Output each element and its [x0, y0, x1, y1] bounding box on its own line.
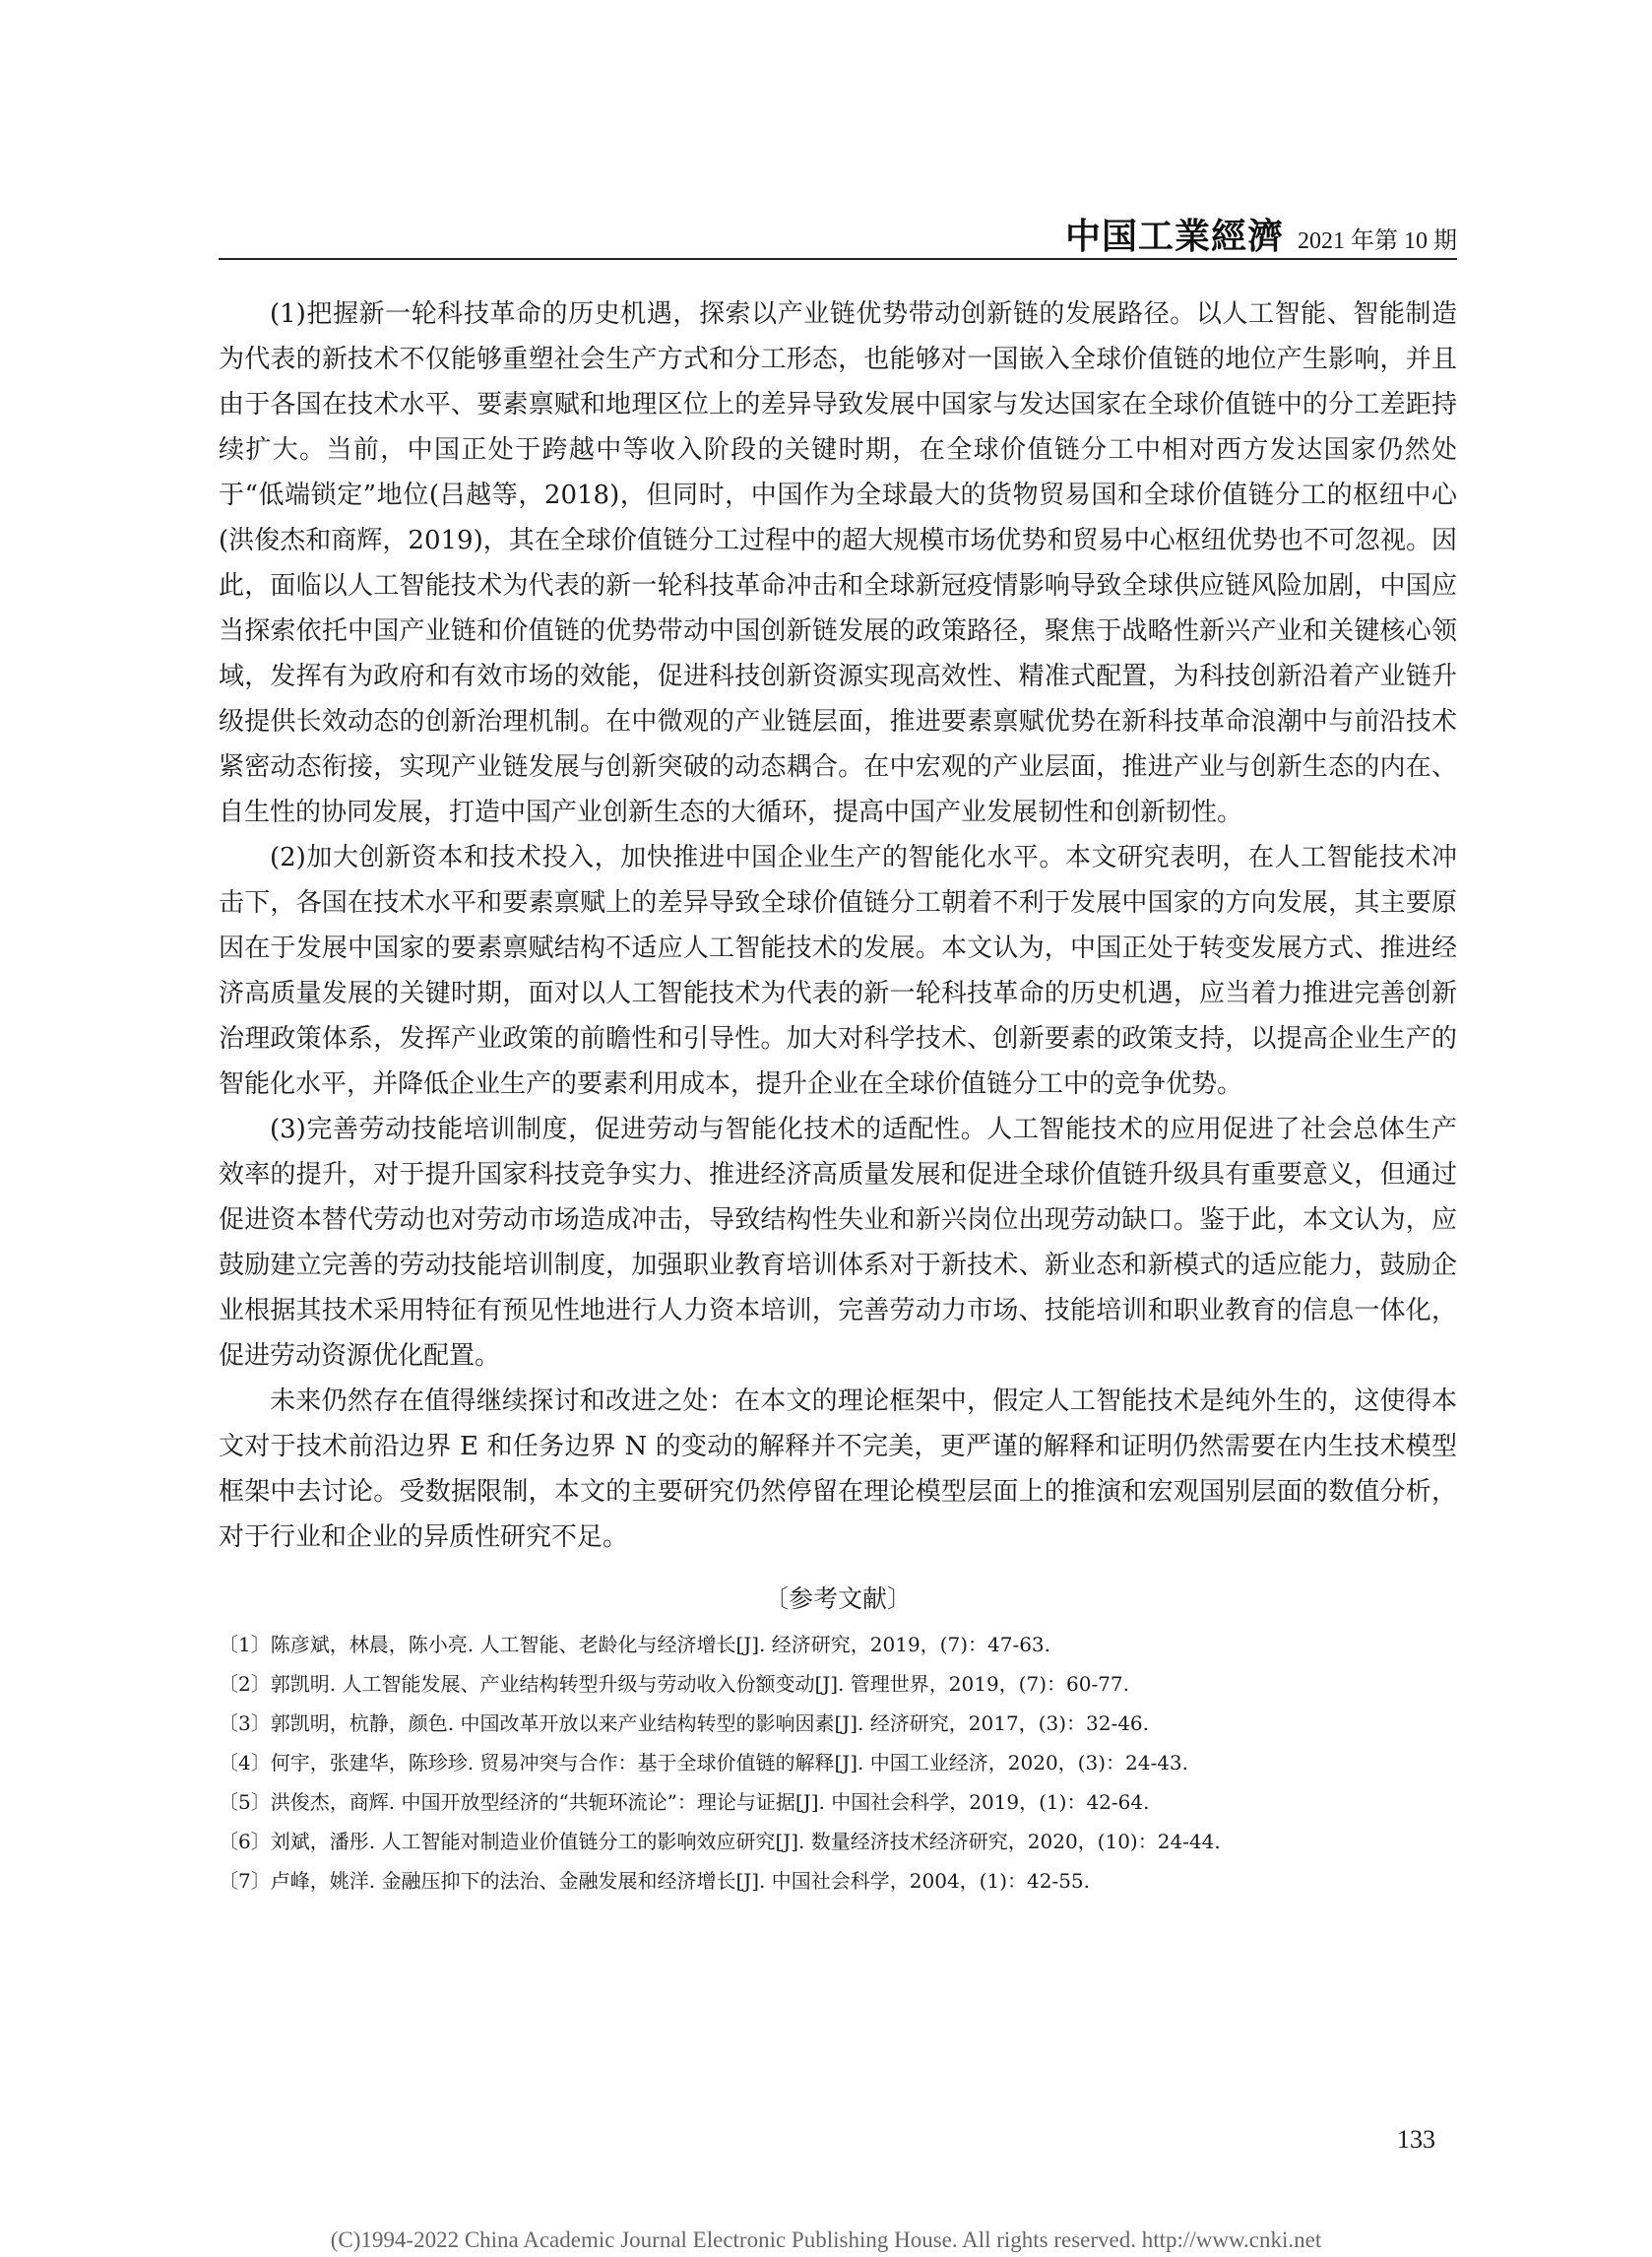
copyright-footer: (C)1994-2022 China Academic Journal Electronic Publishing House. All rights reserved. http://www.cnki.net — [330, 2227, 1322, 2252]
reference-item: 〔6〕刘斌，潘彤. 人工智能对制造业价值链分工的影响效应研究[J]. 数量经济技术经济研究，2020，(10)：24-44. — [219, 1830, 1221, 1853]
page-number: 133 — [1397, 2125, 1435, 2154]
reference-item: 〔7〕卢峰，姚洋. 金融压抑下的法治、金融发展和经济增长[J]. 中国社会科学，2004，(1)：42-55. — [219, 1869, 1091, 1893]
reference-item: 〔5〕洪俊杰，商辉. 中国开放型经济的“共轭环流论”：理论与证据[J]. 中国社会科学，2019，(1)：42-64. — [219, 1790, 1150, 1814]
header-rule — [219, 258, 1457, 260]
reference-item: 〔2〕郭凯明. 人工智能发展、产业结构转型升级与劳动收入份额变动[J]. 管理世界，2019，(7)：60-77. — [219, 1672, 1130, 1696]
reference-item: 〔4〕何宇，张建华，陈珍珍. 贸易冲突与合作：基于全球价值链的解释[J]. 中国工业经济，2020，(3)：24-43. — [219, 1751, 1189, 1774]
reference-item: 〔1〕陈彦斌，林晨，陈小亮. 人工智能、老龄化与经济增长[J]. 经济研究，2019，(7)：47-63. — [219, 1633, 1051, 1656]
running-header — [219, 219, 1457, 256]
paragraph-3: (3)完善劳动技能培训制度，促进劳动与智能化技术的适配性。人工智能技术的应用促进了社会总体生产效率的提升，对于提升国家科技竞争实力、推进经济高质量发展和促进全球价值链升级具有重要意义，但通过促进资本替代劳动也对劳动市场造成冲击，导致结构性失业和新兴岗位出现劳动缺口。鉴于此，本文认为，应鼓励建立完善的劳动技能培训制度，加强职业教育培训体系对于新技术、新业态和新模式的适应能力，鼓励企业根据其技术采用特征有预见性地进行人力资本培训，完善劳动力市场、技能培训和职业教育的信息一体化，促进劳动资源优化配置。 — [219, 1115, 1457, 1371]
issue-label: 2021 年第 10 期 — [1298, 228, 1457, 254]
paragraph-2: (2)加大创新资本和技术投入，加快推进中国企业生产的智能化水平。本文研究表明，在人工智能技术冲击下，各国在技术水平和要素禀赋上的差异导致全球价值链分工朝着不利于发展中国家的方向发展，其主要原因在于发展中国家的要素禀赋结构不适应人工智能技术的发展。本文认为，中国正处于转变发展方式、推进经济高质量发展的关键时期，面对以人工智能技术为代表的新一轮科技革命的历史机遇，应当着力推进完善创新治理政策体系，发挥产业政策的前瞻性和引导性。加大对科学技术、创新要素的政策支持，以提高企业生产的智能化水平，并降低企业生产的要素利用成本，提升企业在全球价值链分工中的竞争优势。 — [219, 843, 1457, 1099]
reference-item: 〔3〕郭凯明，杭静，颜色. 中国改革开放以来产业结构转型的影响因素[J]. 经济研究，2017，(3)：32-46. — [219, 1711, 1150, 1735]
paragraph-4: 未来仍然存在值得继续探讨和改进之处：在本文的理论框架中，假定人工智能技术是纯外生的，这使得本文对于技术前沿边界 E 和任务边界 N 的变动的解释并不完美，更严谨的解释和证明仍然需要在内生技术模型框架中去讨论。受数据限制，本文的主要研究仍然停留在理论模型层面上的推演和宏观国别层面的数值分析，对于行业和企业的异质性研究不足。 — [219, 1386, 1457, 1552]
article-body — [219, 291, 1457, 1901]
references-list — [219, 1625, 1457, 1901]
references-heading: 〔参考文献〕 — [763, 1584, 912, 1613]
paragraph-1: (1)把握新一轮科技革命的历史机遇，探索以产业链优势带动创新链的发展路径。以人工智能、智能制造为代表的新技术不仅能够重塑社会生产方式和分工形态，也能够对一国嵌入全球价值链的地位产生影响，并且由于各国在技术水平、要素禀赋和地理区位上的差异导致发展中国家与发达国家在全球价值链中的分工差距持续扩大。当前，中国正处于跨越中等收入阶段的关键时期，在全球价值链分工中相对西方发达国家仍然处于“低端锁定”地位(吕越等，2018)，但同时，中国作为全球最大的货物贸易国和全球价值链分工的枢纽中心(洪俊杰和商辉，2019)，其在全球价值链分工过程中的超大规模市场优势和贸易中心枢纽优势也不可忽视。因此，面临以人工智能技术为代表的新一轮科技革命冲击和全球新冠疫情影响导致全球供应链风险加剧，中国应当探索依托中国产业链和价值链的优势带动中国创新链发展的政策路径，聚焦于战略性新兴产业和关键核心领域，发挥有为政府和有效市场的效能，促进科技创新资源实现高效性、精准式配置，为科技创新沿着产业链升级提供长效动态的创新治理机制。在中微观的产业链层面，推进要素禀赋优势在新科技革命浪潮中与前沿技术紧密动态衔接，实现产业链发展与创新突破的动态耦合。在中宏观的产业层面，推进产业与创新生态的内在、自生性的协同发展，打造中国产业创新生态的大循环，提高中国产业发展韧性和创新韧性。 — [219, 299, 1457, 827]
journal-name: 中国工業經濟 — [1064, 217, 1284, 257]
